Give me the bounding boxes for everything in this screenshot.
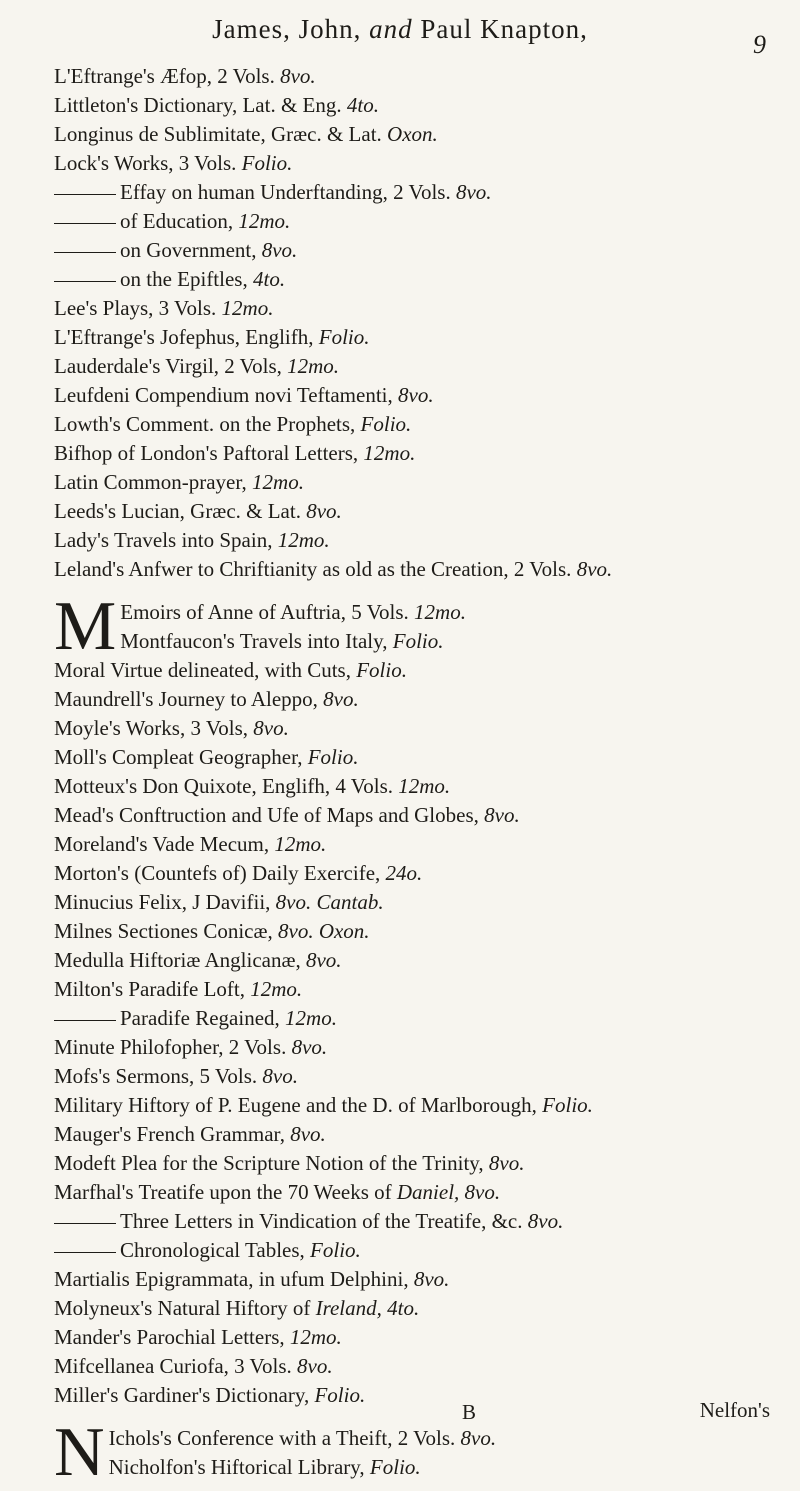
entry-format: 8vo. (484, 803, 520, 827)
running-header (0, 14, 800, 45)
catalogue-entry (54, 830, 776, 859)
m_section-section-opening (54, 588, 776, 665)
entry-format: 8vo. (297, 1354, 333, 1378)
catalogue-entry (54, 468, 776, 497)
catalogue-entry (54, 526, 776, 555)
entry-format: 4to. (346, 93, 379, 117)
entry-format: Folio. (241, 151, 293, 175)
catalogue-entry (54, 801, 776, 830)
catalogue-entry (54, 352, 776, 381)
entry-format: 8vo. (398, 383, 434, 407)
entry-format: 4to. (252, 267, 286, 291)
entry-format: 8vo. (305, 948, 342, 972)
entry-format: 12mo. (289, 1325, 342, 1349)
entry-format: Folio. (307, 745, 359, 769)
catalogue-entry (54, 1352, 776, 1381)
page-number: 9 (753, 30, 766, 59)
catalogue-entry (54, 236, 776, 265)
entry-format: 12mo. (277, 528, 330, 552)
catalogue-entry (54, 1178, 776, 1207)
entry-title: Morton's (Countefs of) Daily Exercife, (54, 861, 381, 885)
entry-title: Moyle's Works, 3 Vols, (54, 716, 249, 740)
ditto-dash (54, 194, 116, 195)
entry-title: Montfaucon's Travels into Italy, (120, 629, 388, 653)
entry-format: Folio. (356, 658, 407, 682)
entry-title: L'Eftrange's Jofephus, Englifh, (54, 325, 314, 349)
catalogue-entry (54, 1323, 776, 1352)
catalogue-entry (54, 497, 776, 526)
header-and: and (369, 14, 413, 44)
entry-format: 8vo. (576, 557, 613, 581)
entry-format: 8vo. (290, 1122, 326, 1146)
entry-title: Mifcellanea Curiofa, 3 Vols. (54, 1354, 292, 1378)
entry-title: Mead's Conftruction and Ufe of Maps and Globes, (54, 803, 479, 827)
catalogue-entry (54, 1453, 776, 1482)
catalogue-entry (54, 772, 776, 801)
entry-format: 8vo. Oxon. (278, 919, 370, 943)
entry-title: Mander's Parochial Letters, (54, 1325, 285, 1349)
entry-format: 8vo. (262, 1064, 298, 1088)
entry-title: Military Hiftory of P. Eugene and the D. of Marlborough, (54, 1093, 537, 1117)
catalogue-entry (54, 743, 776, 772)
catchword: Nelfon's (699, 1398, 770, 1422)
entry-format: 8vo. (460, 1426, 497, 1450)
signature-mark: B (462, 1400, 477, 1424)
entry-title: Chronological Tables, (120, 1238, 305, 1262)
entry-format: 12mo. (252, 470, 304, 494)
catalogue-entry (54, 1294, 776, 1323)
ditto-dash (54, 281, 116, 282)
entry-format: Folio. (310, 1238, 361, 1262)
catalogue-entry (54, 714, 776, 743)
entry-title: Nicholfon's Hiftorical Library, (108, 1455, 365, 1479)
entry-italic-tail: Ireland, (315, 1296, 382, 1320)
entry-format: 8vo. (323, 687, 359, 711)
entry-format: 8vo. (253, 716, 289, 740)
entry-format: 4to. (387, 1296, 420, 1320)
entry-title: Lock's Works, 3 Vols. (54, 151, 237, 175)
entry-format: Folio. (318, 325, 370, 349)
catalogue-entry (54, 62, 776, 91)
entry-format: 12mo. (250, 977, 303, 1001)
catalogue-entry (54, 917, 776, 946)
header-name-paul: Paul Knapton, (420, 14, 588, 44)
entry-title: Motteux's Don Quixote, Englifh, 4 Vols. (54, 774, 394, 798)
entry-format: Folio. (392, 629, 444, 653)
entry-format: Folio. (314, 1383, 366, 1407)
entry-title: Latin Common-prayer, (54, 470, 247, 494)
entry-format: 8vo. (291, 1035, 328, 1059)
catalogue-entry (54, 149, 776, 178)
entry-title: Lady's Travels into Spain, (54, 528, 273, 552)
entry-title: Modeft Plea for the Scripture Notion of the Trinity, (54, 1151, 484, 1175)
catalogue-entry (54, 685, 776, 714)
entry-title: Leland's Anfwer to Chriftianity as old as the Creation, 2 Vols. (54, 557, 572, 581)
entry-title: Minute Philofopher, 2 Vols. (54, 1035, 287, 1059)
entry-title: on the Epiftles, (120, 267, 248, 291)
entry-title: Paradife Regained, (120, 1006, 280, 1030)
entry-format: 8vo. (488, 1151, 525, 1175)
entry-title: Effay on human Underftanding, 2 Vols. (120, 180, 451, 204)
entry-format: 12mo. (363, 441, 416, 465)
ditto-dash (54, 1020, 116, 1021)
catalogue-entry (54, 323, 776, 352)
entry-title: Lauderdale's Virgil, 2 Vols, (54, 354, 282, 378)
entry-title: Molyneux's Natural Hiftory of (54, 1296, 311, 1320)
entry-italic-tail: Daniel, (396, 1180, 460, 1204)
entry-title: Leufdeni Compendium novi Teftamenti, (54, 383, 393, 407)
catalogue-entry (54, 178, 776, 207)
catalogue-entry (54, 410, 776, 439)
entry-title: Moreland's Vade Mecum, (54, 832, 270, 856)
entry-format: 12mo. (238, 209, 291, 233)
entry-title: Moll's Compleat Geographer, (54, 745, 303, 769)
catalogue-entry (54, 627, 776, 656)
entry-title: L'Eftrange's Æfop, 2 Vols. (54, 64, 275, 88)
catalogue-entry (54, 207, 776, 236)
catalogue-entry (54, 1236, 776, 1265)
catalogue-entry (54, 555, 776, 584)
entry-format: Folio. (369, 1455, 421, 1479)
entry-title: Martialis Epigrammata, in ufum Delphini, (54, 1267, 409, 1291)
entry-format: 8vo. (261, 238, 298, 262)
entry-title: Longinus de Sublimitate, Græc. & Lat. (54, 122, 382, 146)
entry-format: Folio. (542, 1093, 593, 1117)
catalogue-entry (54, 1004, 776, 1033)
catalogue-entry (54, 598, 776, 627)
catalogue-entry (54, 656, 776, 685)
catalogue-entry (54, 975, 776, 1004)
entry-format: 8vo. (413, 1267, 450, 1291)
entry-title: Miller's Gardiner's Dictionary, (54, 1383, 310, 1407)
entry-title: Lee's Plays, 3 Vols. (54, 296, 217, 320)
entry-format: 12mo. (274, 832, 327, 856)
entry-title: Milnes Sectiones Conicæ, (54, 919, 273, 943)
catalogue-entry (54, 1381, 776, 1410)
entry-title: Leeds's Lucian, Græc. & Lat. (54, 499, 301, 523)
entry-title: Mofs's Sermons, 5 Vols. (54, 1064, 258, 1088)
drop-cap-initial: M (54, 588, 117, 665)
ditto-dash (54, 223, 116, 224)
catalogue-entry (54, 91, 776, 120)
entry-format: 24o. (385, 861, 423, 885)
catalogue-entry (54, 1033, 776, 1062)
entry-format: 12mo. (285, 1006, 337, 1030)
entry-format: 8vo. Cantab. (275, 890, 384, 914)
entry-format: 8vo. (306, 499, 342, 523)
entry-title: Medulla Hiftoriæ Anglicanæ, (54, 948, 301, 972)
entry-format: 8vo. (464, 1180, 501, 1204)
drop-cap-initial: N (54, 1414, 105, 1491)
catalogue-entry (54, 265, 776, 294)
catalogue-entry (54, 381, 776, 410)
entry-format: 12mo. (414, 600, 466, 624)
entry-title: Maundrell's Journey to Aleppo, (54, 687, 318, 711)
entry-title: Bifhop of London's Paftoral Letters, (54, 441, 359, 465)
catalogue-entry (54, 1091, 776, 1120)
catalogue-entry (54, 1265, 776, 1294)
catalogue-entry (54, 1062, 776, 1091)
catalogue-entry (54, 439, 776, 468)
catalogue-entry (54, 1424, 776, 1453)
catalogue-entry (54, 120, 776, 149)
catalogue-entry (54, 1207, 776, 1236)
catalogue-entry (54, 294, 776, 323)
ditto-dash (54, 252, 116, 253)
catalogue-entry (54, 1149, 776, 1178)
entry-format: 8vo. (527, 1209, 564, 1233)
entry-format: Oxon. (387, 122, 438, 146)
entry-title: Marfhal's Treatife upon the 70 Weeks of (54, 1180, 392, 1204)
entry-title: on Government, (120, 238, 257, 262)
entry-title: Emoirs of Anne of Auftria, 5 Vols. (120, 600, 409, 624)
header-name-john: John, (298, 14, 362, 44)
n_section-section-opening (54, 1414, 776, 1491)
entry-title: Ichols's Conference with a Theift, 2 Vols. (108, 1426, 456, 1450)
header-name-james: James, (212, 14, 291, 44)
entry-title: Littleton's Dictionary, Lat. & Eng. (54, 93, 342, 117)
catalogue-entry (54, 888, 776, 917)
ditto-dash (54, 1223, 116, 1224)
catalogue-entries (54, 62, 776, 1491)
entry-title: Lowth's Comment. on the Prophets, (54, 412, 356, 436)
catalogue-entry (54, 1120, 776, 1149)
catalogue-entry (54, 859, 776, 888)
catalogue-entry (54, 946, 776, 975)
entry-format: 8vo. (280, 64, 316, 88)
entry-title: Three Letters in Vindication of the Treatife, &c. (120, 1209, 523, 1233)
entry-format: 12mo. (221, 296, 274, 320)
entry-title: Minucius Felix, J Davifii, (54, 890, 271, 914)
entry-format: 12mo. (398, 774, 451, 798)
entry-format: 12mo. (287, 354, 340, 378)
ditto-dash (54, 1252, 116, 1253)
entry-title: Mauger's French Grammar, (54, 1122, 285, 1146)
entry-format: 8vo. (455, 180, 492, 204)
entry-title: Milton's Paradife Loft, (54, 977, 245, 1001)
entry-title: Moral Virtue delineated, with Cuts, (54, 658, 351, 682)
entry-format: Folio. (360, 412, 412, 436)
entry-title: of Education, (120, 209, 234, 233)
